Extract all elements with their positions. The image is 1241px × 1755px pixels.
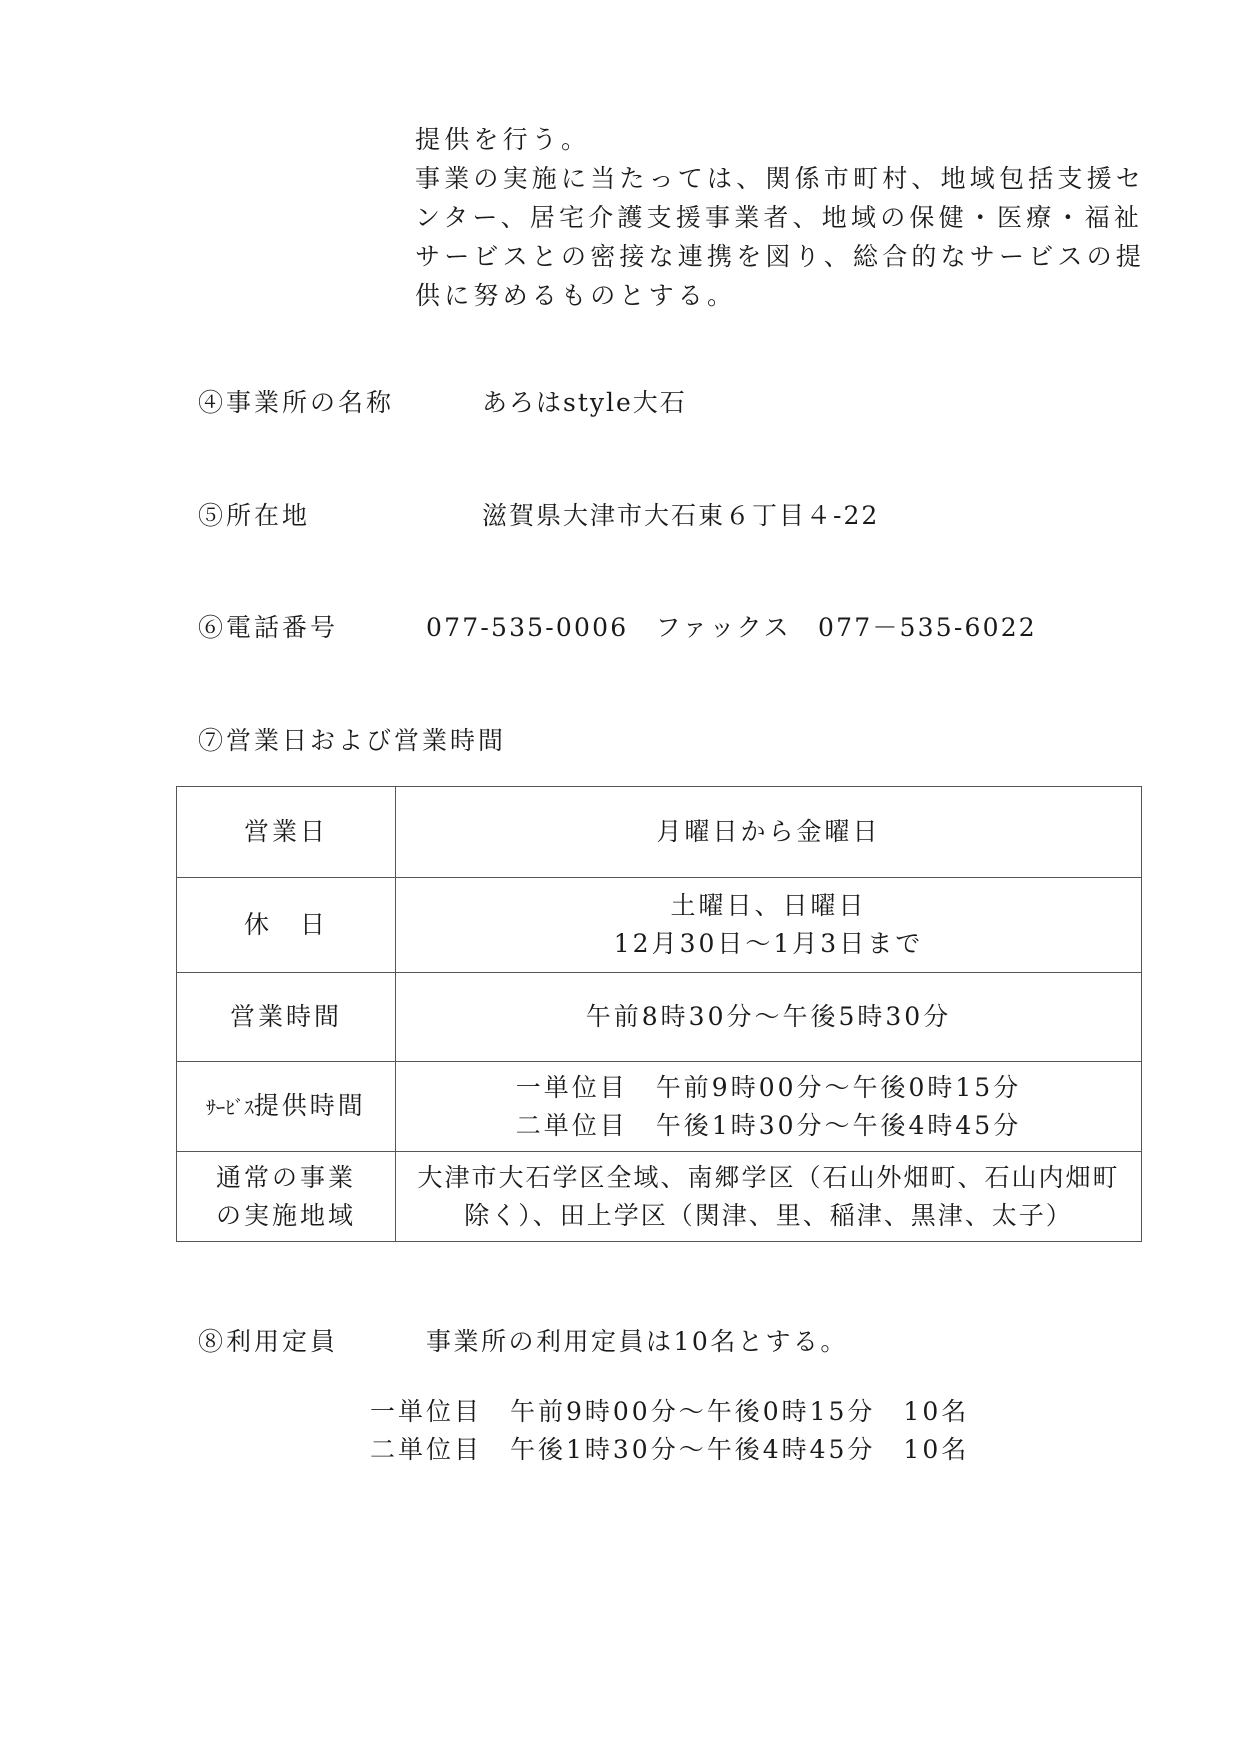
intro-line: ンター、居宅介護支援事業者、地域の保健・医療・福祉	[415, 203, 1144, 232]
row-value	[396, 1062, 1142, 1152]
capacity-value: 事業所の利用定員は10名とする。	[426, 1327, 848, 1356]
row-value	[396, 787, 1142, 878]
table-row	[177, 1152, 1142, 1242]
row-header-prefix: ｻｰﾋﾞｽ	[206, 1096, 254, 1119]
capacity-unit-line: 二単位目 午後1時30分～午後4時45分 10名	[370, 1435, 970, 1464]
intro-line: サービスとの密接な連携を図り、総合的なサービスの提	[415, 242, 1146, 271]
address-row	[198, 496, 880, 532]
table-row	[177, 878, 1142, 973]
phone-value: 077-535-0006 ファックス 077－535-6022	[426, 613, 1037, 642]
hours-heading: ⑦営業日および営業時間	[198, 726, 507, 755]
table-row	[177, 1062, 1142, 1152]
intro-line: 事業の実施に当たっては、関係市町村、地域包括支援セ	[415, 164, 1146, 193]
office-name-value: あろはstyle大石	[482, 388, 687, 417]
capacity-row	[198, 1322, 848, 1358]
capacity-unit-line: 一単位目 午前9時00分～午後0時15分 10名	[370, 1397, 970, 1426]
row-header: 営業時間	[177, 973, 396, 1062]
row-header-line: 通常の事業	[215, 1162, 356, 1192]
row-header	[177, 1062, 396, 1152]
intro-line: 提供を行う。	[415, 125, 591, 154]
phone-row	[198, 608, 1037, 644]
table-row	[177, 787, 1142, 878]
intro-paragraph	[415, 120, 1146, 315]
row-header: 営業日	[177, 787, 396, 878]
value-line: 午前8時30分～午後5時30分	[585, 1002, 952, 1031]
phone-label: ⑥電話番号	[198, 613, 339, 642]
value-line: 除く）、田上学区（関津、里、稲津、黒津、太子）	[464, 1200, 1073, 1230]
row-value	[396, 878, 1142, 973]
row-value	[396, 973, 1142, 1062]
table-row	[177, 973, 1142, 1062]
value-line: 大津市大石学区全域、南郷学区（石山外畑町、石山内畑町	[417, 1162, 1120, 1192]
office-name-row	[198, 383, 687, 419]
row-header-line: の実施地域	[215, 1200, 356, 1230]
value-line: 二単位目 午後1時30分～午後4時45分	[515, 1110, 1022, 1140]
capacity-units	[370, 1393, 969, 1469]
value-line: 土曜日、日曜日	[670, 891, 867, 920]
office-name-label: ④事業所の名称	[198, 388, 395, 417]
value-line: 月曜日から金曜日	[656, 817, 881, 846]
intro-line: 供に努めるものとする。	[415, 281, 737, 310]
value-line: 一単位目 午前9時00分～午後0時15分	[515, 1072, 1022, 1102]
address-label: ⑤所在地	[198, 501, 311, 530]
value-line: 12月30日～1月3日まで	[613, 929, 924, 958]
row-value	[396, 1152, 1142, 1242]
address-value: 滋賀県大津市大石東６丁目４-22	[482, 501, 880, 530]
row-header: 休 日	[177, 878, 396, 973]
schedule-table	[176, 786, 1142, 1242]
capacity-label: ⑧利用定員	[198, 1327, 339, 1356]
row-header-text: 提供時間	[253, 1090, 366, 1120]
row-header	[177, 1152, 396, 1242]
